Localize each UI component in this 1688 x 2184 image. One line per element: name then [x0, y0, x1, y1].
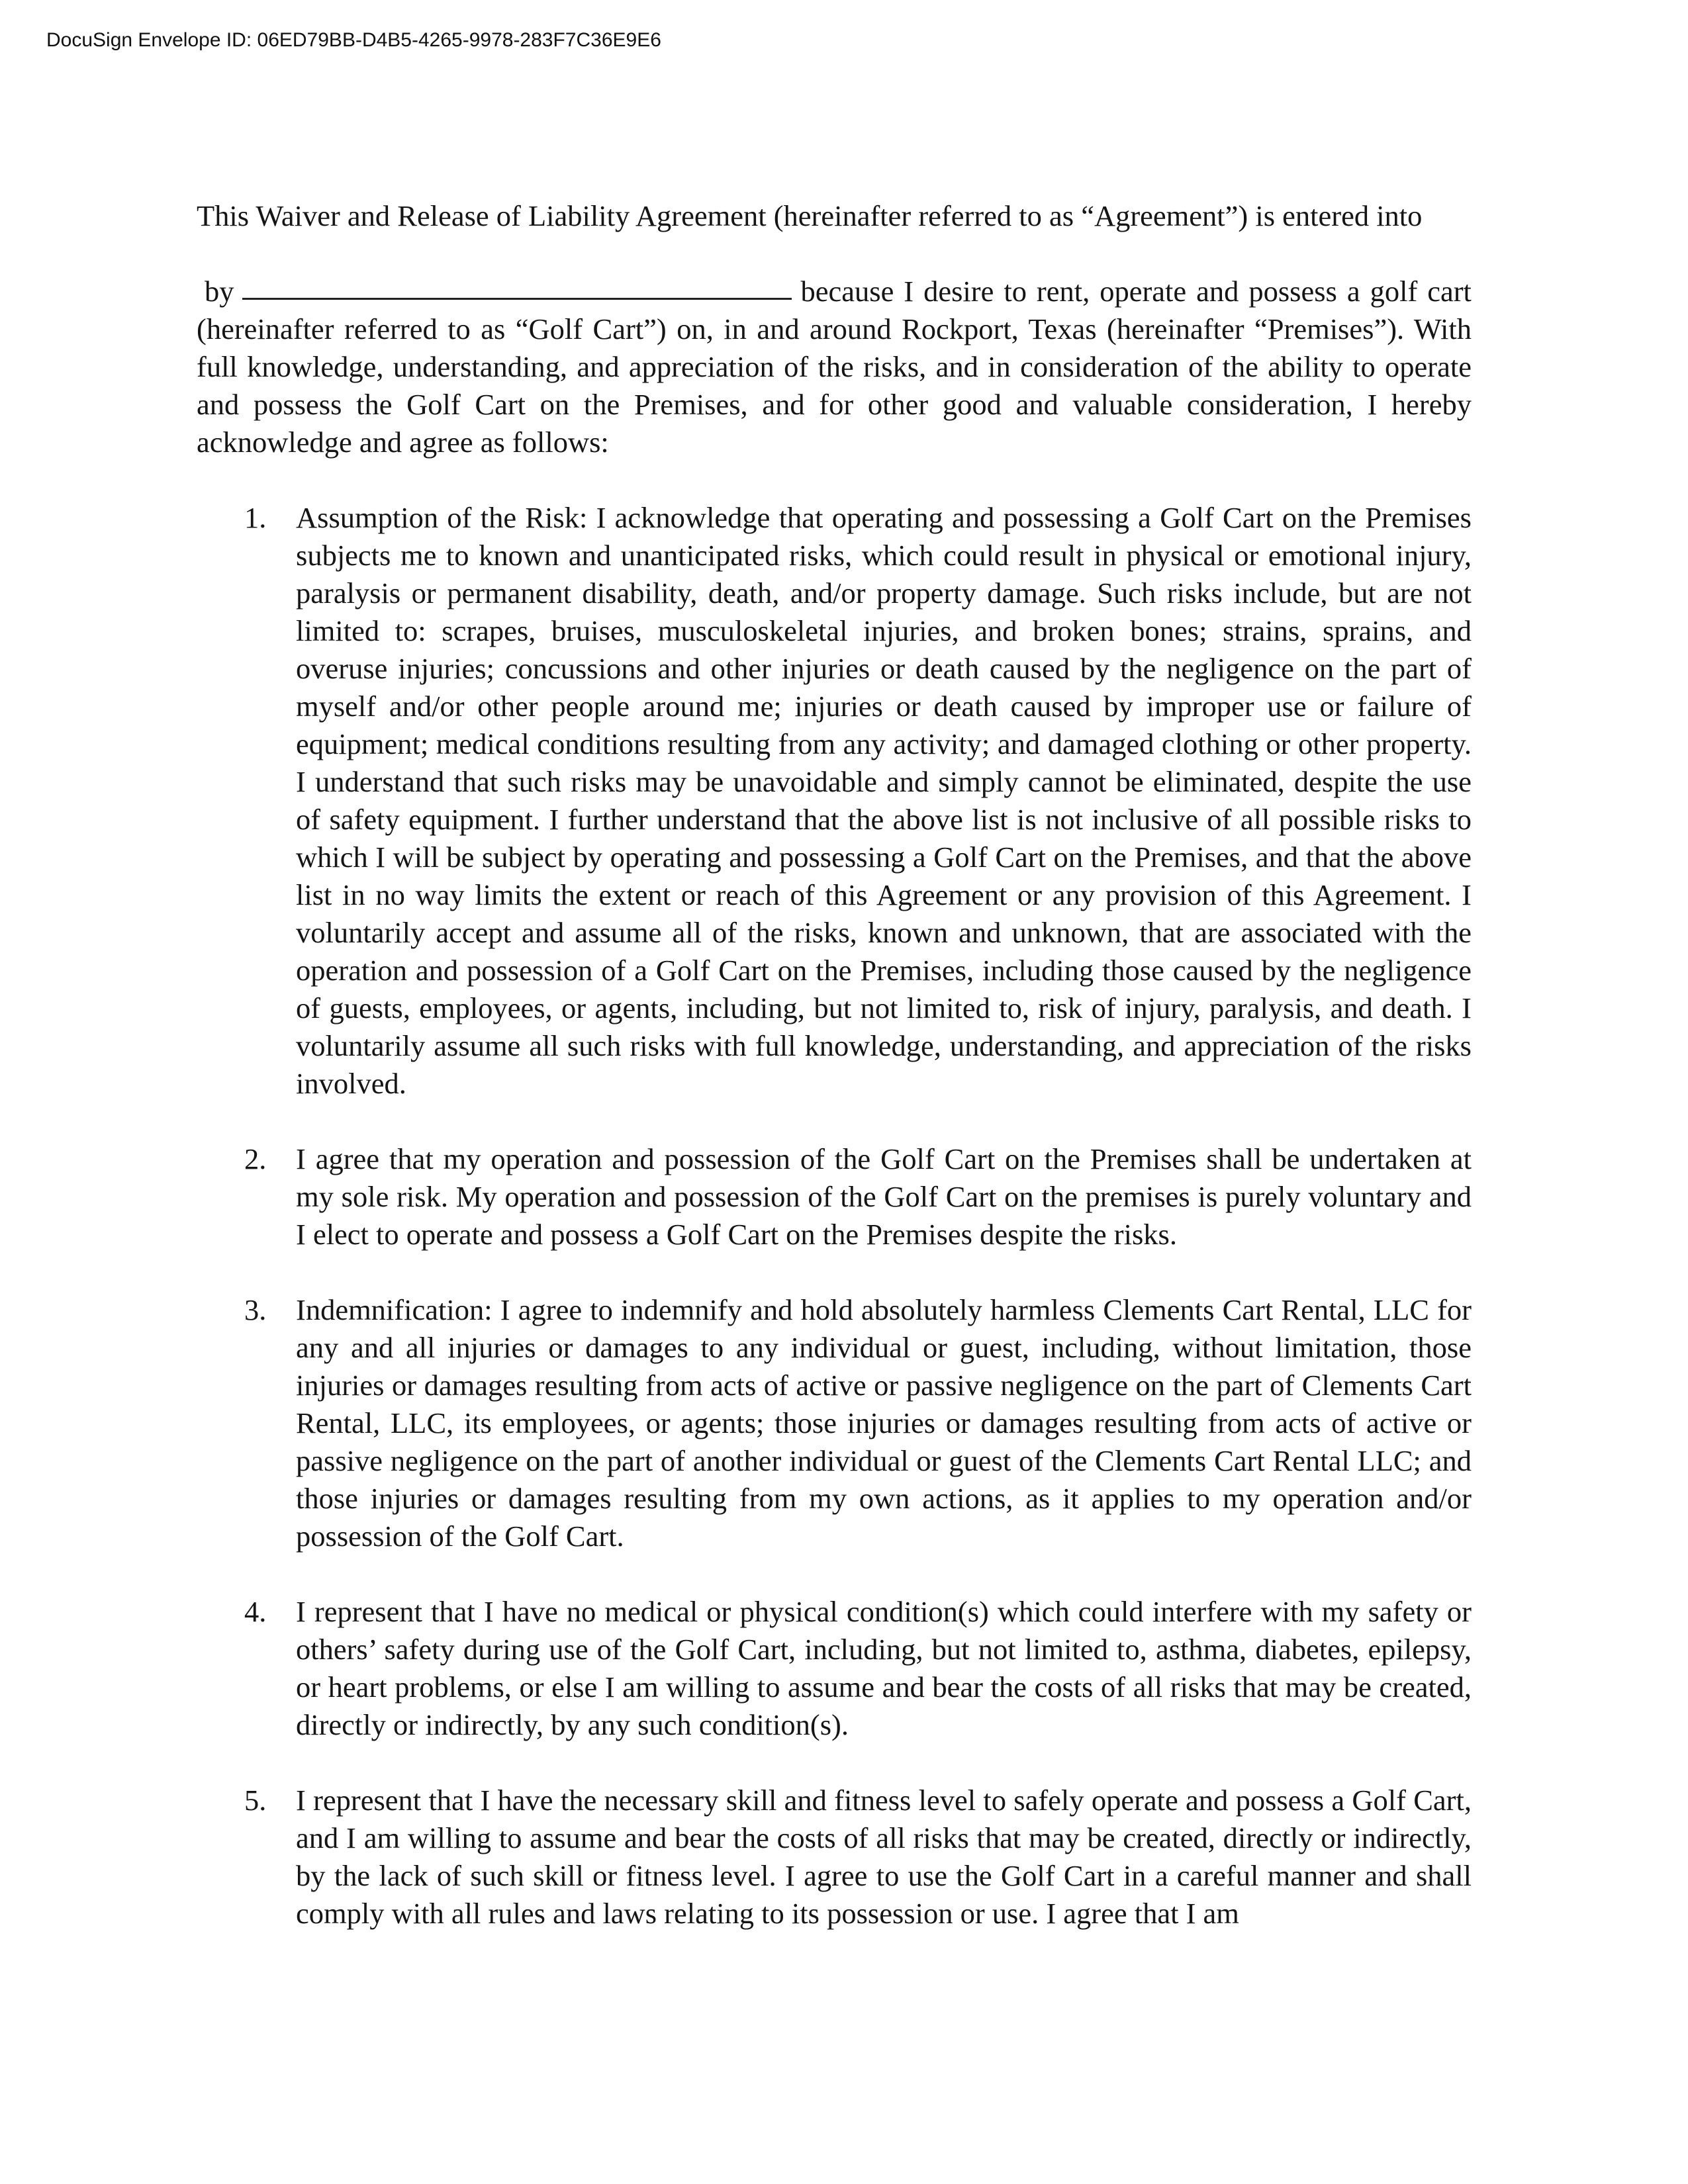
signer-name-blank[interactable]: [242, 297, 792, 300]
by-row-word: desire: [923, 275, 994, 308]
term-item: [197, 1593, 1472, 1744]
agreement-body: [197, 197, 1472, 1970]
docusign-envelope-id: DocuSign Envelope ID: 06ED79BB-D4B5-4265-9978-283F7C36E9E6: [46, 29, 661, 51]
agreement-intro-paragraph: [197, 273, 1472, 461]
term-text: I represent that I have no medical or physical condition(s) which could interfere with my safety or others’ safety during use of the Golf Cart, including, but not limited to, asthma, diabetes, epilepsy, or heart problems, or else I am willing to assume and bear the costs of all risks that may be created, directly or indirectly, by any such condition(s).: [296, 1595, 1472, 1741]
term-number: 4.: [244, 1595, 267, 1628]
term-text: I agree that my operation and possession of the Golf Cart on the Premises shall be undertaken at my sole risk. My operation and possession of the Golf Cart on the premises is purely voluntary and I elect to operate and possess a Golf Cart on the Premises despite the risks.: [296, 1142, 1472, 1251]
by-row-word: possess: [1248, 275, 1337, 308]
signer-name-row: [197, 273, 1472, 310]
term-number: 2.: [244, 1142, 267, 1175]
by-row-word: I: [904, 275, 914, 308]
term-text: Assumption of the Risk: I acknowledge that operating and possessing a Golf Cart on the Premises subjects me to known and unanticipated risks, which could result in physical or emotional injury, paralysis or permanent disability, death, and/or property damage. Such risks include, but are not limited to: scrapes, bruises, musculoskeletal injuries, and broken bones; strains, sprains, and overuse injuries; concussions and other injuries or death caused by the negligence on the part of myself and/or other people around me; injuries or death caused by improper use or failure of equipment; medical conditions resulting from any activity; and damaged clothing or other property. I understand that such risks may be unavoidable and simply cannot be eliminated, despite the use of safety equipment. I further understand that the above list is not inclusive of all possible risks to which I will be subject by operating and possessing a Golf Cart on the Premises, and that the above list in no way limits the extent or reach of this Agreement or any provision of this Agreement. I voluntarily accept and assume all of the risks, known and unknown, that are associated with the operation and possession of a Golf Cart on the Premises, including those caused by the negligence of guests, employees, or agents, including, but not limited to, risk of injury, paralysis, and death. I voluntarily assume all such risks with full knowledge, understanding, and appreciation of the risks involved.: [296, 501, 1472, 1100]
term-number: 1.: [244, 501, 267, 534]
intro-continuation: (hereinafter referred to as “Golf Cart”) on, in and around Rockport, Texas (hereinafter “Premises”). With full knowledge, understanding, and appreciation of the risks, and in consideration of the ability to operate and possess the Golf Cart on the Premises, and for other good and valuable consideration, I hereby acknowledge and agree as follows:: [197, 312, 1472, 459]
by-row-text: [801, 273, 1472, 310]
by-row-word: rent,: [1036, 275, 1090, 308]
by-row-word: because: [800, 275, 894, 308]
term-item: [197, 499, 1472, 1103]
term-number: 5.: [244, 1784, 267, 1817]
agreement-intro-line: This Waiver and Release of Liability Agreement (hereinafter referred to as “Agreement”) is entered into: [197, 199, 1423, 232]
terms-list: [197, 499, 1472, 1933]
term-item: [197, 1140, 1472, 1253]
by-row-word: and: [1196, 275, 1239, 308]
by-row-word: golf: [1370, 275, 1418, 308]
term-number: 3.: [244, 1293, 267, 1326]
by-row-word: a: [1346, 275, 1360, 308]
by-row-word: operate: [1100, 275, 1187, 308]
by-label: by: [205, 275, 234, 308]
term-item: [197, 1782, 1472, 1933]
by-row-word: cart: [1427, 275, 1472, 308]
by-row-word: to: [1004, 275, 1027, 308]
term-text: I represent that I have the necessary skill and fitness level to safely operate and possess a Golf Cart, and I am willing to assume and bear the costs of all risks that may be created, directly or indirectly, by the lack of such skill or fitness level. I agree to use the Golf Cart in a careful manner and shall comply with all rules and laws relating to its possession or use. I agree that I am: [296, 1784, 1472, 1930]
term-text: Indemnification: I agree to indemnify and hold absolutely harmless Clements Cart Rental, LLC for any and all injuries or damages to any individual or guest, including, without limitation, those injuries or damages resulting from acts of active or passive negligence on the part of Clements Cart Rental, LLC, its employees, or agents; those injuries or damages resulting from acts of active or passive negligence on the part of another individual or guest of the Clements Cart Rental LLC; and those injuries or damages resulting from my own actions, as it applies to my operation and/or possession of the Golf Cart.: [296, 1293, 1472, 1553]
term-item: [197, 1291, 1472, 1555]
